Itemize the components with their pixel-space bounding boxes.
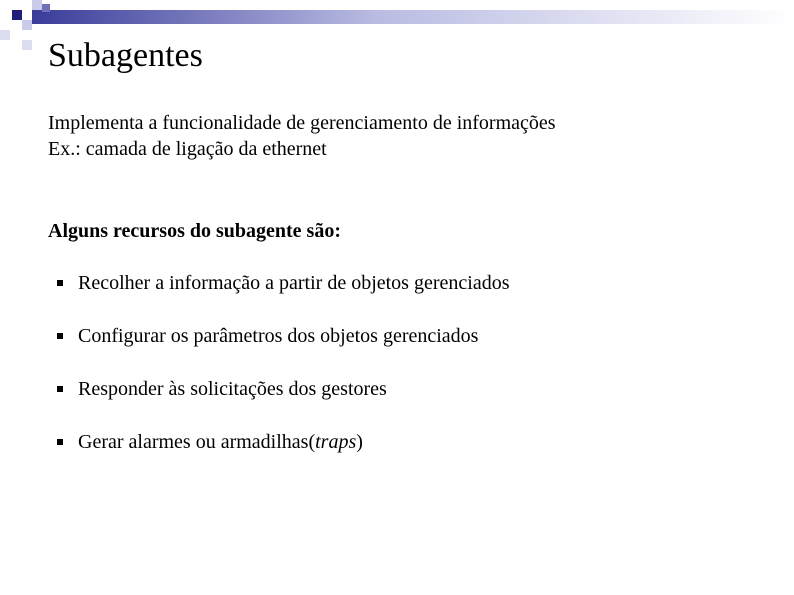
intro-line-1: Implementa a funcionalidade de gerenciamento de informações — [48, 112, 556, 134]
list-heading: Alguns recursos do subagente são: — [48, 220, 341, 242]
deco-square-dark-2 — [42, 4, 50, 12]
square-bullet-icon — [57, 333, 63, 339]
square-bullet-icon — [57, 386, 63, 392]
square-bullet-icon — [57, 439, 63, 445]
header-gradient-bar — [32, 10, 794, 24]
intro-text — [48, 110, 556, 162]
list-item-text: Recolher a informação a partir de objetos gerenciados — [78, 272, 510, 294]
intro-line-2: Ex.: camada de ligação da ethernet — [48, 138, 327, 160]
list-item-text-italic: traps — [315, 431, 357, 453]
square-bullet-icon — [57, 280, 63, 286]
list-item-text — [78, 429, 363, 455]
slide-title: Subagentes — [48, 37, 203, 74]
deco-square-light-2 — [22, 20, 32, 30]
deco-square-light-1 — [32, 0, 42, 10]
list-item-text: Responder às solicitações dos gestores — [78, 378, 387, 400]
list-item-text-after: ) — [356, 431, 363, 453]
deco-square-light-3 — [0, 30, 10, 40]
list-item-text-main: Gerar alarmes ou armadilhas( — [78, 431, 316, 453]
deco-square-dark-1 — [12, 10, 22, 20]
deco-square-light-4 — [22, 40, 32, 50]
list-item-text: Configurar os parâmetros dos objetos gerenciados — [78, 325, 479, 347]
